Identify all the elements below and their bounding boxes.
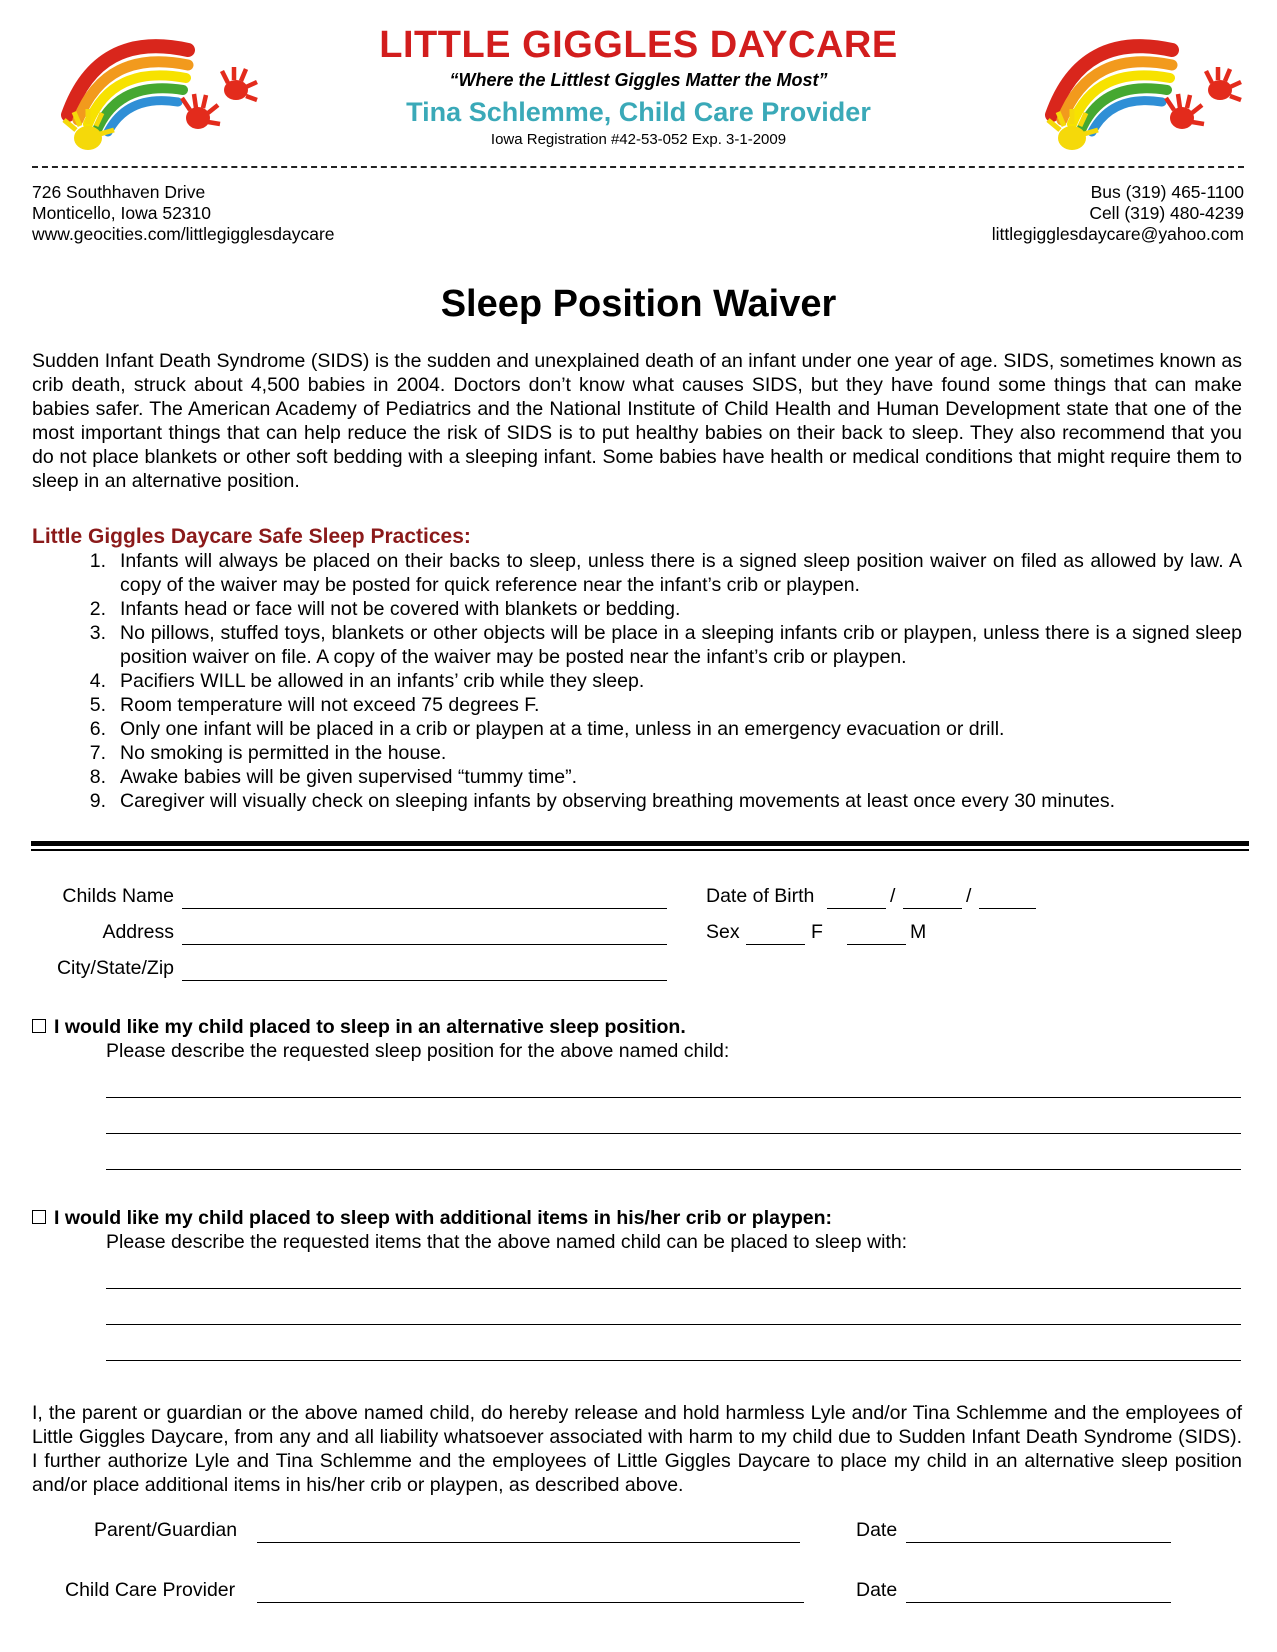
document-title: Sleep Position Waiver (440, 283, 837, 325)
child-name-field[interactable] (182, 908, 667, 909)
list-item: 9. Caregiver will visually check on sleeping infants by observing breathing movements at least once every 30 minutes. (89, 790, 1116, 812)
list-item: 8. Awake babies will be given supervised “tummy time”. (89, 766, 577, 788)
dob-month-field[interactable] (827, 908, 886, 909)
daycare-name: LITTLE GIGGLES DAYCARE (379, 24, 898, 66)
list-item: 4. Pacifiers WILL be allowed in an infants’ crib while they sleep. (89, 670, 645, 692)
section-divider-thick (31, 841, 1249, 846)
description-line[interactable] (106, 1324, 1241, 1325)
list-item: 1. Infants will always be placed on their backs to sleep, unless there is a signed sleep position waiver on filed as allowed by law. A copy of the waiver may be posted for quick reference near the infant’s crib or playpen. (89, 550, 1242, 596)
city-state-zip-label: City/State/Zip (56, 957, 174, 979)
description-line[interactable] (106, 1097, 1241, 1098)
address-block (32, 182, 335, 245)
list-item: 7. No smoking is permitted in the house. (89, 742, 447, 764)
sex-label: Sex (706, 921, 740, 943)
dob-day-field[interactable] (903, 908, 962, 909)
dob-label: Date of Birth (706, 885, 815, 907)
alternative-position-option[interactable] (32, 1016, 686, 1039)
description-line[interactable] (106, 1360, 1241, 1361)
list-item: 2. Infants head or face will not be covered with blankets or bedding. (89, 598, 681, 620)
provider-name: Tina Schlemme, Child Care Provider (406, 97, 871, 127)
checkbox-icon[interactable] (32, 1019, 46, 1033)
description-line[interactable] (106, 1169, 1241, 1170)
dob-slash: / (890, 885, 896, 907)
parent-date-label: Date (856, 1519, 898, 1541)
tagline: “Where the Littlest Giggles Matter the Most” (449, 70, 828, 90)
phone-block (992, 182, 1244, 245)
email-link[interactable]: littlegigglesdaycare@yahoo.com (991, 224, 1244, 244)
city: Monticello, Iowa 52310 (32, 203, 211, 223)
cell-phone: Cell (319) 480-4239 (1089, 203, 1244, 223)
option-prompt: Please describe the requested sleep position for the above named child: (106, 1040, 730, 1062)
child-name-label: Childs Name (62, 885, 174, 907)
address-field[interactable] (182, 944, 667, 945)
section-divider-thin (31, 849, 1249, 851)
option-prompt: Please describe the requested items that the above named child can be placed to sleep with: (106, 1231, 908, 1253)
additional-items-option[interactable] (32, 1207, 832, 1230)
provider-signature-field[interactable] (257, 1602, 804, 1603)
city-state-zip-field[interactable] (182, 980, 667, 981)
practices-list (32, 549, 1242, 813)
list-item: 6. Only one infant will be placed in a crib or playpen at a time, unless in an emergency evacuation or drill. (89, 718, 1005, 740)
parent-date-field[interactable] (906, 1542, 1171, 1543)
address-label: Address (102, 921, 174, 943)
list-item: 3. No pillows, stuffed toys, blankets or other objects will be place in a sleeping infants crib or playpen, unless there is a signed sleep position waiver on file. A copy of the waiver may be posted near the infant’s crib or playpen. (89, 622, 1242, 668)
dob-year-field[interactable] (979, 908, 1036, 909)
street: 726 Southhaven Drive (32, 182, 206, 202)
sex-female-field[interactable] (746, 944, 805, 945)
option-label: I would like my child placed to sleep in an alternative sleep position. (54, 1016, 686, 1038)
sex-male-label: M (910, 921, 927, 943)
bus-phone: Bus (319) 465-1100 (1090, 182, 1244, 202)
list-item: 5. Room temperature will not exceed 75 degrees F. (89, 694, 540, 716)
dob-slash: / (966, 885, 972, 907)
option-label: I would like my child placed to sleep with additional items in his/her crib or playpen: (54, 1207, 832, 1229)
provider-date-field[interactable] (906, 1602, 1171, 1603)
sex-female-label: F (811, 921, 823, 943)
description-line[interactable] (106, 1288, 1241, 1289)
parent-signature-field[interactable] (257, 1542, 800, 1543)
header-divider (32, 166, 1244, 168)
parent-signature-label: Parent/Guardian (94, 1519, 238, 1541)
registration-number: Iowa Registration #42-53-052 Exp. 3-1-2009 (490, 131, 787, 148)
intro-paragraph: Sudden Infant Death Syndrome (SIDS) is the sudden and unexplained death of an infant under one year of age. SIDS, sometimes known as crib death, struck about 4,500 babies in 2004. Doctors don’t know what causes SIDS, but they have found some things that can make babies safer. The American Academy of Pediatrics and the National Institute of Child Health and Human Development state that one of the most important things that can help reduce the risk of SIDS is to put healthy babies on their back to sleep. They also recommend that you do not place blankets or other soft bedding with a sleeping infant. Some babies have health or medical conditions that might require them to sleep in an alternative position. (32, 350, 1242, 492)
description-line[interactable] (106, 1133, 1241, 1134)
checkbox-icon[interactable] (32, 1210, 46, 1224)
practices-heading: Little Giggles Daycare Safe Sleep Practices: (32, 525, 471, 548)
release-paragraph: I, the parent or guardian or the above named child, do hereby release and hold harmless Lyle and/or Tina Schlemme and the employees of Little Giggles Daycare, from any and all liability whatsoever associated with harm to my child due to Sudden Infant Death Syndrome (SIDS). I further authorize Lyle and Tina Schlemme and the employees of Little Giggles Daycare to place my child in an alternative sleep position and/or place additional items in his/her crib or playpen, as described above. (32, 1402, 1242, 1496)
provider-date-label: Date (856, 1579, 898, 1601)
sex-male-field[interactable] (847, 944, 906, 945)
website-link[interactable]: www.geocities.com/littlegigglesdaycare (32, 224, 335, 244)
provider-signature-label: Child Care Provider (65, 1579, 236, 1601)
